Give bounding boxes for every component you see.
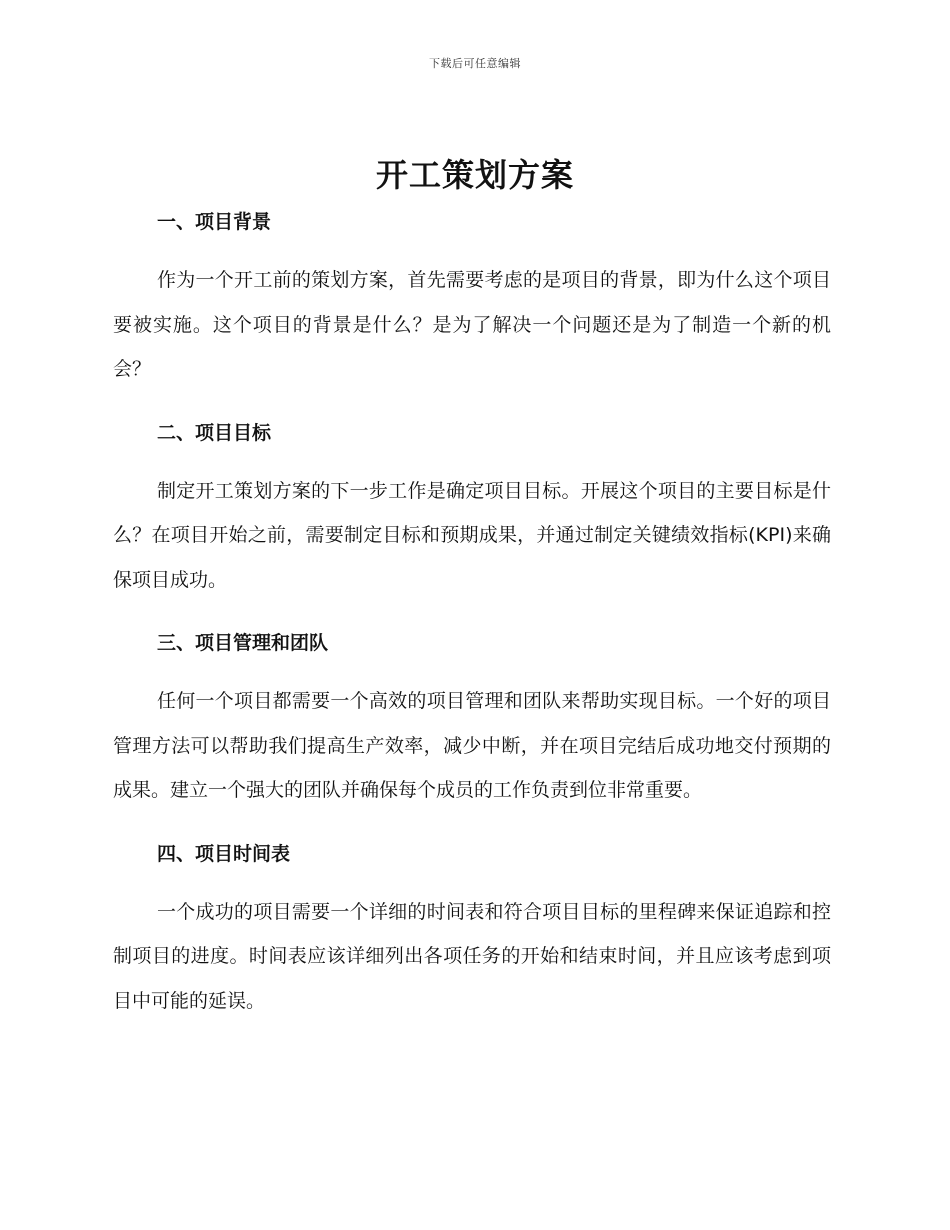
section-heading: 二、项目目标 [157, 421, 272, 444]
section-background [113, 203, 831, 392]
header-note: 下载后可任意编辑 [429, 57, 521, 70]
section-paragraph: 一个成功的项目需要一个详细的时间表和符合项目目标的里程碑来保证追踪和控制项目的进度。时间表应该详细列出各项任务的开始和结束时间，并且应该考虑到项目中可能的延误。 [113, 900, 831, 1012]
document-title: 开工策划方案 [375, 156, 574, 194]
section-goals [113, 414, 831, 603]
section-paragraph: 作为一个开工前的策划方案，首先需要考虑的是项目的背景，即为什么这个项目要被实施。这个项目的背景是什么？是为了解决一个问题还是为了制造一个新的机会？ [113, 269, 831, 380]
section-paragraph: 任何一个项目都需要一个高效的项目管理和团队来帮助实现目标。一个好的项目管理方法可以帮助我们提高生产效率，减少中断，并在项目完结后成功地交付预期的成果。建立一个强大的团队并确保每个成员的工作负责到位非常重要。 [113, 690, 831, 801]
section-heading: 一、项目背景 [157, 211, 272, 233]
section-heading: 三、项目管理和团队 [157, 632, 329, 654]
document-body [113, 203, 831, 1045]
section-heading: 四、项目时间表 [157, 842, 291, 865]
section-paragraph: 制定开工策划方案的下一步工作是确定项目目标。开展这个项目的主要目标是什么？在项目开始之前，需要制定目标和预期成果，并通过制定关键绩效指标(KPI)来确保项目成功。 [113, 479, 831, 591]
section-timeline [113, 835, 831, 1024]
section-management-team [113, 624, 831, 813]
